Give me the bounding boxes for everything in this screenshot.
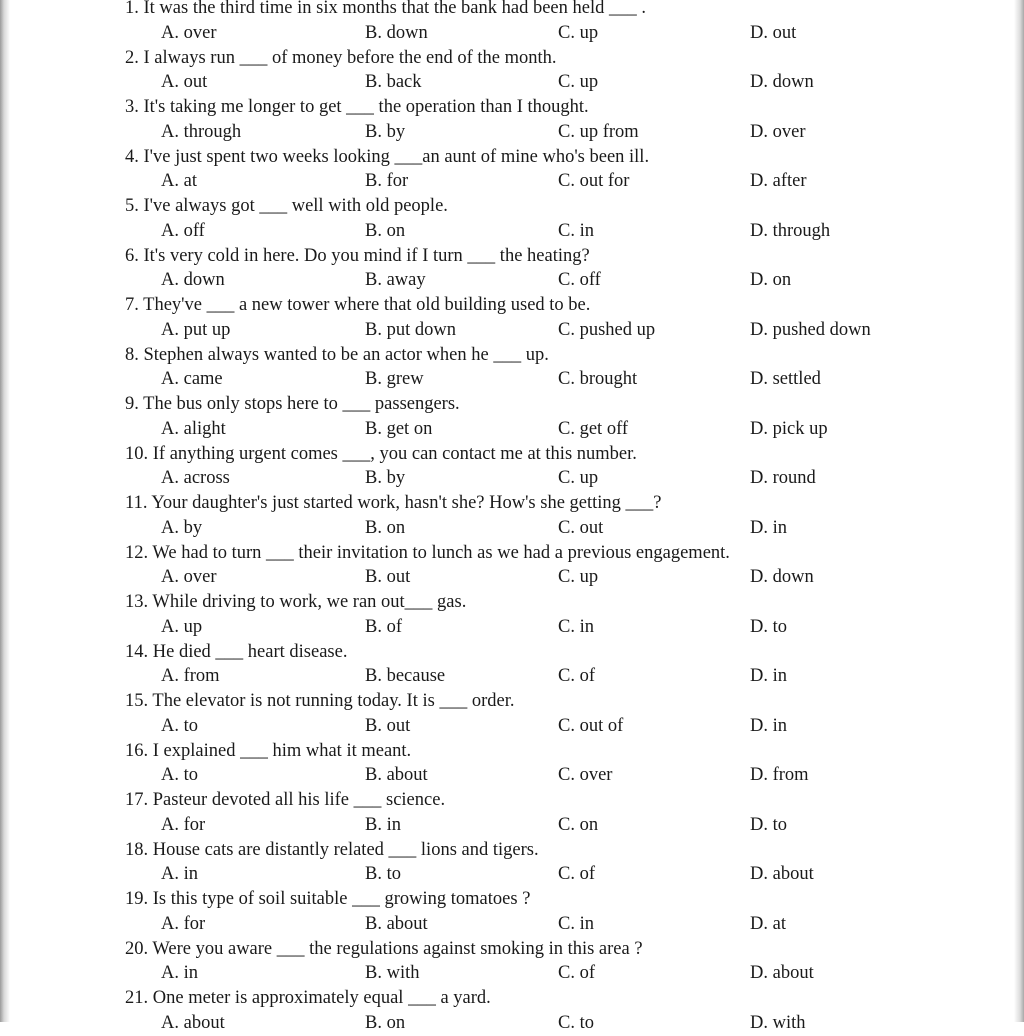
question-stem: 8. Stephen always wanted to be an actor when he ___ up.: [125, 344, 549, 365]
option-b: B. on: [365, 220, 406, 241]
option-d: D. pushed down: [750, 319, 871, 340]
answer-options: [0, 912, 1024, 937]
option-c: C. out of: [558, 715, 624, 736]
question-stem: 12. We had to turn ___ their invitation to lunch as we had a previous engagement.: [125, 542, 730, 563]
answer-options: [0, 516, 1024, 541]
option-b: B. by: [365, 468, 406, 488]
option-c: C. up: [558, 468, 599, 488]
option-a: A. from: [161, 666, 220, 686]
option-b: B. grew: [365, 369, 424, 389]
option-c: C. in: [558, 913, 594, 934]
question-stem: 4. I've just spent two weeks looking ___an aunt of mine who's been ill.: [125, 146, 650, 167]
question-stem: 13. While driving to work, we ran out___ gas.: [125, 592, 467, 612]
option-b: B. in: [365, 814, 401, 835]
option-c: C. off: [558, 270, 601, 290]
answer-options: [0, 862, 1024, 887]
question-stem: 20. Were you aware ___ the regulations against smoking in this area ?: [125, 938, 643, 959]
question-stem: 7. They've ___ a new tower where that old building used to be.: [125, 295, 591, 315]
option-b: B. with: [365, 963, 420, 983]
option-d: D. down: [750, 567, 814, 587]
option-b: B. put down: [365, 319, 456, 340]
question-stem: 21. One meter is approximately equal ___ a yard.: [125, 988, 491, 1008]
question-item: [0, 343, 1024, 393]
option-a: A. about: [161, 1012, 225, 1033]
option-c: C. over: [558, 765, 613, 785]
question-stem: 16. I explained ___ him what it meant.: [125, 740, 412, 761]
option-d: D. through: [750, 220, 831, 241]
option-b: B. of: [365, 616, 402, 637]
question-item: [0, 95, 1024, 145]
option-d: D. settled: [750, 369, 821, 389]
option-b: B. for: [365, 171, 409, 191]
question-stem: 6. It's very cold in here. Do you mind if I turn ___ the heating?: [125, 245, 590, 266]
option-c: C. up: [558, 22, 599, 43]
option-a: A. through: [161, 121, 242, 142]
question-item: [0, 838, 1024, 888]
option-c: C. on: [558, 814, 599, 835]
question-item: [0, 392, 1024, 442]
question-item: [0, 788, 1024, 838]
option-a: A. for: [161, 913, 206, 934]
question-item: [0, 937, 1024, 987]
option-d: D. out: [750, 22, 797, 43]
option-b: B. to: [365, 864, 401, 884]
answer-options: [0, 615, 1024, 640]
question-item: [0, 194, 1024, 244]
option-c: C. of: [558, 666, 595, 686]
answer-options: [0, 318, 1024, 343]
option-a: A. down: [161, 270, 225, 290]
answer-options: [0, 813, 1024, 838]
answer-options: [0, 367, 1024, 392]
option-b: B. about: [365, 913, 428, 934]
answer-options: [0, 21, 1024, 46]
option-b: B. back: [365, 72, 422, 92]
option-d: D. about: [750, 864, 814, 884]
option-a: A. off: [161, 220, 205, 241]
option-b: B. away: [365, 270, 426, 290]
question-stem: 1. It was the third time in six months that the bank had been held ___ .: [125, 0, 646, 18]
option-b: B. out: [365, 567, 411, 587]
answer-options: [0, 70, 1024, 95]
option-a: A. to: [161, 715, 198, 736]
option-d: D. after: [750, 171, 807, 191]
question-item: [0, 491, 1024, 541]
question-item: [0, 244, 1024, 294]
option-b: B. on: [365, 1012, 406, 1033]
answer-options: [0, 664, 1024, 689]
option-d: D. on: [750, 270, 792, 290]
option-d: D. in: [750, 715, 787, 736]
question-stem: 5. I've always got ___ well with old people.: [125, 196, 448, 216]
option-a: A. over: [161, 22, 217, 43]
question-stem: 3. It's taking me longer to get ___ the operation than I thought.: [125, 97, 589, 117]
question-item: [0, 590, 1024, 640]
option-d: D. to: [750, 616, 787, 637]
option-c: C. of: [558, 864, 595, 884]
option-b: B. because: [365, 666, 446, 686]
option-d: D. in: [750, 517, 787, 538]
option-a: A. across: [161, 468, 230, 488]
option-a: A. put up: [161, 319, 231, 340]
option-d: D. in: [750, 666, 787, 686]
option-b: B. about: [365, 765, 428, 785]
option-b: B. by: [365, 121, 406, 142]
option-a: A. in: [161, 963, 198, 983]
answer-options: [0, 169, 1024, 194]
option-a: A. alight: [161, 418, 226, 439]
question-item: [0, 0, 1024, 46]
question-item: [0, 640, 1024, 690]
answer-options: [0, 1011, 1024, 1036]
option-c: C. in: [558, 616, 594, 637]
option-c: C. up from: [558, 121, 639, 142]
option-d: D. with: [750, 1012, 806, 1033]
option-a: A. for: [161, 814, 206, 835]
option-a: A. at: [161, 171, 197, 191]
question-item: [0, 887, 1024, 937]
option-c: C. out: [558, 517, 604, 538]
option-a: A. over: [161, 567, 217, 587]
option-d: D. round: [750, 468, 816, 488]
answer-options: [0, 961, 1024, 986]
answer-options: [0, 219, 1024, 244]
answer-options: [0, 565, 1024, 590]
answer-options: [0, 714, 1024, 739]
question-item: [0, 541, 1024, 591]
option-a: A. to: [161, 765, 198, 785]
question-item: [0, 293, 1024, 343]
option-c: C. to: [558, 1012, 594, 1033]
answer-options: [0, 763, 1024, 788]
answer-options: [0, 120, 1024, 145]
option-b: B. down: [365, 22, 428, 43]
question-stem: 19. Is this type of soil suitable ___ growing tomatoes ?: [125, 889, 531, 909]
question-item: [0, 145, 1024, 195]
option-a: A. out: [161, 72, 208, 92]
option-b: B. out: [365, 715, 411, 736]
option-b: B. get on: [365, 418, 433, 439]
option-d: D. at: [750, 913, 786, 934]
option-c: C. up: [558, 72, 599, 92]
question-stem: 9. The bus only stops here to ___ passengers.: [125, 394, 460, 414]
question-stem: 17. Pasteur devoted all his life ___ science.: [125, 790, 446, 810]
option-c: C. pushed up: [558, 319, 656, 340]
option-c: C. get off: [558, 418, 629, 439]
question-stem: 2. I always run ___ of money before the end of the month.: [125, 47, 557, 68]
question-item: [0, 739, 1024, 789]
option-d: D. over: [750, 121, 806, 142]
question-stem: 11. Your daughter's just started work, hasn't she? How's she getting ___?: [125, 493, 662, 513]
option-c: C. of: [558, 963, 595, 983]
option-a: A. in: [161, 864, 198, 884]
option-d: D. pick up: [750, 418, 828, 439]
option-c: C. out for: [558, 171, 630, 191]
question-item: [0, 46, 1024, 96]
option-c: C. up: [558, 567, 599, 587]
option-d: D. to: [750, 814, 787, 835]
option-a: A. came: [161, 369, 223, 389]
question-item: [0, 442, 1024, 492]
option-d: D. down: [750, 72, 814, 92]
answer-options: [0, 417, 1024, 442]
option-c: C. in: [558, 220, 594, 241]
answer-options: [0, 268, 1024, 293]
option-d: D. about: [750, 963, 814, 983]
option-a: A. up: [161, 616, 203, 637]
question-stem: 15. The elevator is not running today. It is ___ order.: [125, 691, 515, 711]
question-item: [0, 689, 1024, 739]
option-a: A. by: [161, 517, 203, 538]
question-stem: 10. If anything urgent comes ___, you can contact me at this number.: [125, 443, 637, 464]
answer-options: [0, 466, 1024, 491]
question-stem: 14. He died ___ heart disease.: [125, 641, 348, 662]
question-item: [0, 986, 1024, 1036]
question-stem: 18. House cats are distantly related ___ lions and tigers.: [125, 839, 539, 860]
option-d: D. from: [750, 765, 809, 785]
option-c: C. brought: [558, 369, 638, 389]
option-b: B. on: [365, 517, 406, 538]
